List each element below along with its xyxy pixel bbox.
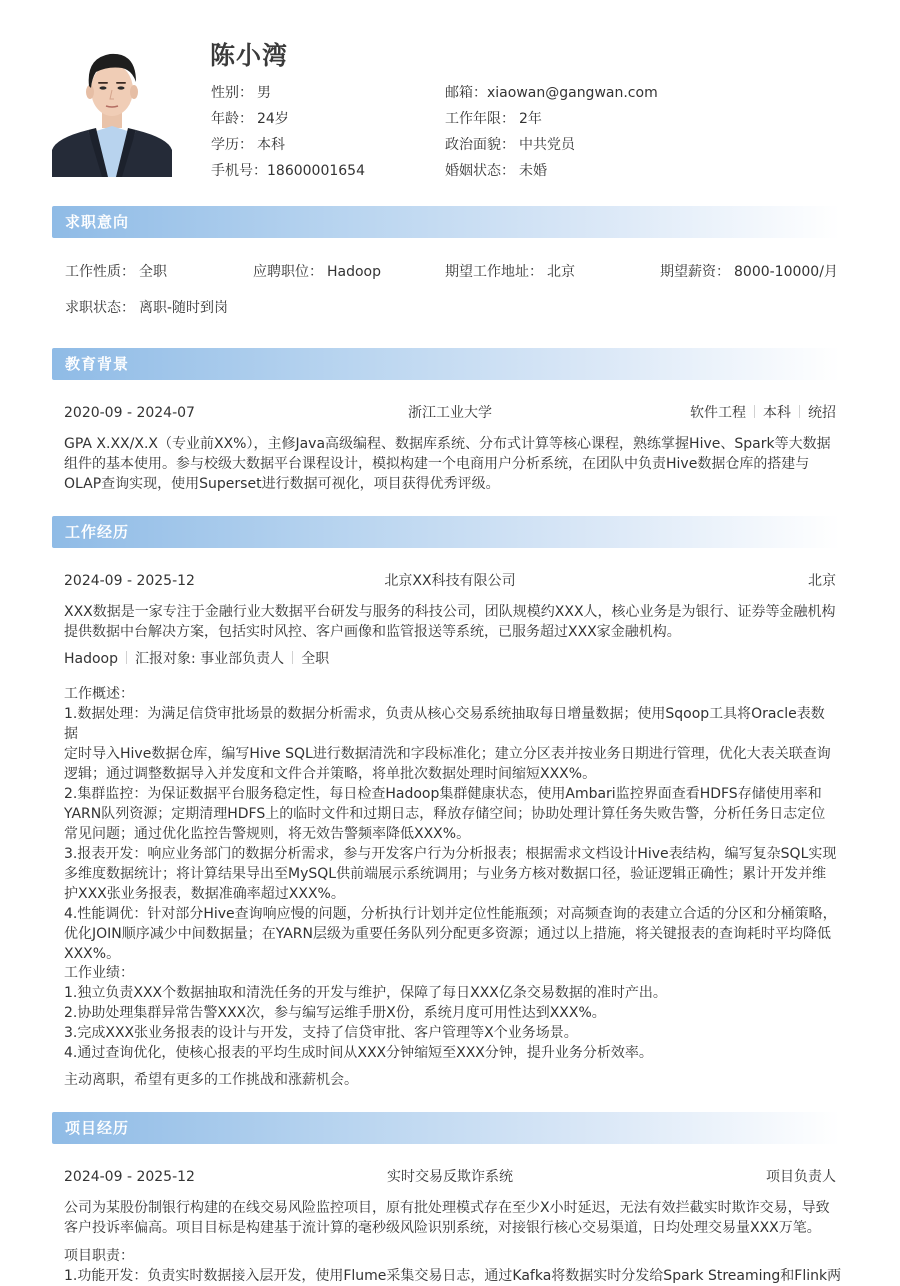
intent-label: 应聘职位： [253,264,323,280]
text-line: 1.数据处理：为满足信贷审批场景的数据分析需求，负责从核心交易系统抽取每日增量数据；使用Sqoop工具将Oracle表数据 [64,706,825,742]
info-label: 婚姻状态： [445,163,515,179]
text-line: XXX%。 [64,946,121,962]
company-intro [64,602,838,642]
text-line: YARN队列资源；定期清理HDFS上的临时文件和过期日志，释放存储空间；协助处理计算任务失败告警，分析任务日志定位 [64,806,826,822]
info-label: 年龄： [211,111,253,127]
text-line: 1.独立负责XXX个数据抽取和清洗任务的开发与维护，保障了每日XXX亿条交易数据的准时产出。 [64,985,667,1001]
text-line: 公司为某股份制银行构建的在线交易风险监控项目，原有批处理模式存在至少X小时延迟，无法有效拦截实时欺诈交易，导致 [64,1200,830,1216]
text-line: 提供数据中台解决方案，包括实时风控、客户画像和监管报送等系统，已服务超过XXX家金融机构。 [64,624,681,640]
info-age [211,109,289,129]
education-description [64,434,838,494]
text-line: 3.报表开发：响应业务部门的数据分析需求，参与开发客户行为分析报表；根据需求文档设计Hive表结构，编写复杂SQL实现 [64,846,837,862]
intent-label: 工作性质： [65,264,135,280]
text-line: 常见问题；通过优化监控告警规则，将无效告警频率降低XXX%。 [64,826,471,842]
project-duties [64,1246,842,1286]
info-value: 本科 [257,137,285,153]
section-title: 教育背景 [65,355,130,373]
project-description [64,1198,838,1238]
section-header-work [52,516,840,548]
info-phone [211,161,365,181]
info-education [211,135,285,155]
divider [126,651,127,664]
work-achievements [64,963,838,1063]
intent-value: 北京 [547,264,575,280]
divider [754,405,755,418]
intent-value: 8000-10000/月 [734,264,838,280]
section-title: 求职意向 [65,213,130,231]
intent-label: 求职状态： [65,300,135,316]
education-type: 统招 [808,405,836,421]
education-major: 软件工程 [690,405,746,421]
text-line: 4.通过查询优化，使核心报表的平均生成时间从XXX分钟缩短至XXX分钟，提升业务分析效率。 [64,1045,653,1061]
info-label: 邮箱： [445,85,487,101]
intent-label: 期望薪资： [660,264,730,280]
intent-work-type [65,262,167,282]
section-header-job-intent [52,206,840,238]
info-label: 手机号： [211,163,267,179]
section-title: 项目经历 [65,1119,130,1137]
profile-photo [52,38,172,177]
info-value: 中共党员 [519,137,575,153]
info-value: 2年 [519,111,542,127]
work-company: 北京XX科技有限公司 [384,573,516,589]
intent-value: Hadoop [327,264,382,280]
divider [799,405,800,418]
education-school: 浙江工业大学 [408,405,492,421]
info-label: 学历： [211,137,253,153]
info-value: 男 [257,85,271,101]
info-label: 性别： [211,85,253,101]
text-line: 定时导入Hive数据仓库，编写Hive SQL进行数据清洗和字段标准化；建立分区表并按业务日期进行管理，优化大表关联查询 [64,746,831,762]
info-gender [211,83,271,103]
text-line: XXX数据是一家专注于金融行业大数据平台研发与服务的科技公司，团队规模约XXX人，核心业务是为银行、证券等金融机构 [64,604,836,620]
education-details [690,403,836,423]
info-label: 政治面貌： [445,137,515,153]
intent-label: 期望工作地址： [445,264,543,280]
work-tag-type: 全职 [301,651,330,667]
education-degree: 本科 [763,405,791,421]
text-line: 多维度数据统计；将计算结果导出至MySQL供前端展示系统调用；与业务方核对数据口径，验证逻辑正确性；累计开发并维 [64,866,827,882]
project-role: 项目负责人 [766,1169,836,1185]
text-line: 3.完成XXX张业务报表的设计与开发，支持了信贷审批、客户管理等X个业务场景。 [64,1025,578,1041]
info-work-years [445,109,542,129]
info-value: 24岁 [257,111,289,127]
work-tag-report-to: 汇报对象: 事业部负责人 [135,651,285,667]
text-line: GPA X.XX/X.X（专业前XX%），主修Java高级编程、数据库系统、分布式计算等核心课程，熟练掌握Hive、Spark等大数据 [64,436,831,452]
intent-position [253,262,381,282]
intent-value: 全职 [139,264,167,280]
work-overview [64,684,838,964]
text-line: 逻辑；通过调整数据导入并发度和文件合并策略，将单批次数据处理时间缩短XXX%。 [64,766,597,782]
text-line: 客户投诉率偏高。项目目标是构建基于流计算的毫秒级风险识别系统，对接银行核心交易渠道，日均处理交易量XXX万笔。 [64,1220,821,1236]
section-title: 工作经历 [65,523,130,541]
intent-salary [660,262,838,282]
info-value: 未婚 [519,163,547,179]
education-period: 2020-09 - 2024-07 [64,405,195,421]
work-tag-role: Hadoop [64,651,119,667]
info-value[interactable]: 18600001654 [267,163,365,179]
project-name: 实时交易反欺诈系统 [387,1169,513,1185]
intent-location [445,262,575,282]
text-line: OLAP查询实现，使用Superset进行数据可视化，项目获得优秀评级。 [64,476,500,492]
info-value[interactable]: xiaowan@gangwan.com [487,85,658,101]
text-line: 主动离职，希望有更多的工作挑战和涨薪机会。 [64,1072,358,1088]
text-line: 4.性能调优：针对部分Hive查询响应慢的问题，分析执行计划并定位性能瓶颈；对高频查询的表建立合适的分区和分桶策略， [64,906,837,922]
portrait-photo-icon [52,38,172,177]
text-line: 组件的基本使用。参与校级大数据平台课程设计，模拟构建一个电商用户分析系统，在团队中负责Hive数据仓库的搭建与 [64,456,810,472]
section-header-projects [52,1112,840,1144]
work-location: 北京 [808,573,836,589]
intent-status [65,298,228,318]
divider [292,651,293,664]
work-period: 2024-09 - 2025-12 [64,573,195,589]
leave-reason [64,1070,838,1090]
info-marital-status [445,161,547,181]
text-line: 1.功能开发：负责实时数据接入层开发，使用Flume采集交易日志，通过Kafka将数据实时分发给Spark Streaming和Flink两 [64,1268,842,1284]
section-header-education [52,348,840,380]
info-email [445,83,658,103]
info-label: 工作年限： [445,111,515,127]
text-line: 2.协助处理集群异常告警XXX次，参与编写运维手册X份，系统月度可用性达到XXX%。 [64,1005,606,1021]
duties-label: 项目职责： [64,1248,134,1264]
text-line: 优化JOIN顺序减少中间数据量；在YARN层级为重要任务队列分配更多资源；通过以上措施，将关键报表的查询耗时平均降低 [64,926,831,942]
text-line: 护XXX张业务报表，数据准确率超过XXX%。 [64,886,345,902]
intent-value: 离职-随时到岗 [139,300,229,316]
info-political-status [445,135,575,155]
candidate-name: 陈小湾 [210,41,289,70]
overview-label: 工作概述： [64,686,134,702]
achievements-label: 工作业绩： [64,965,134,981]
project-period: 2024-09 - 2025-12 [64,1169,195,1185]
text-line: 2.集群监控：为保证数据平台服务稳定性，每日检查Hadoop集群健康状态，使用Ambari监控界面查看HDFS存储使用率和 [64,786,822,802]
